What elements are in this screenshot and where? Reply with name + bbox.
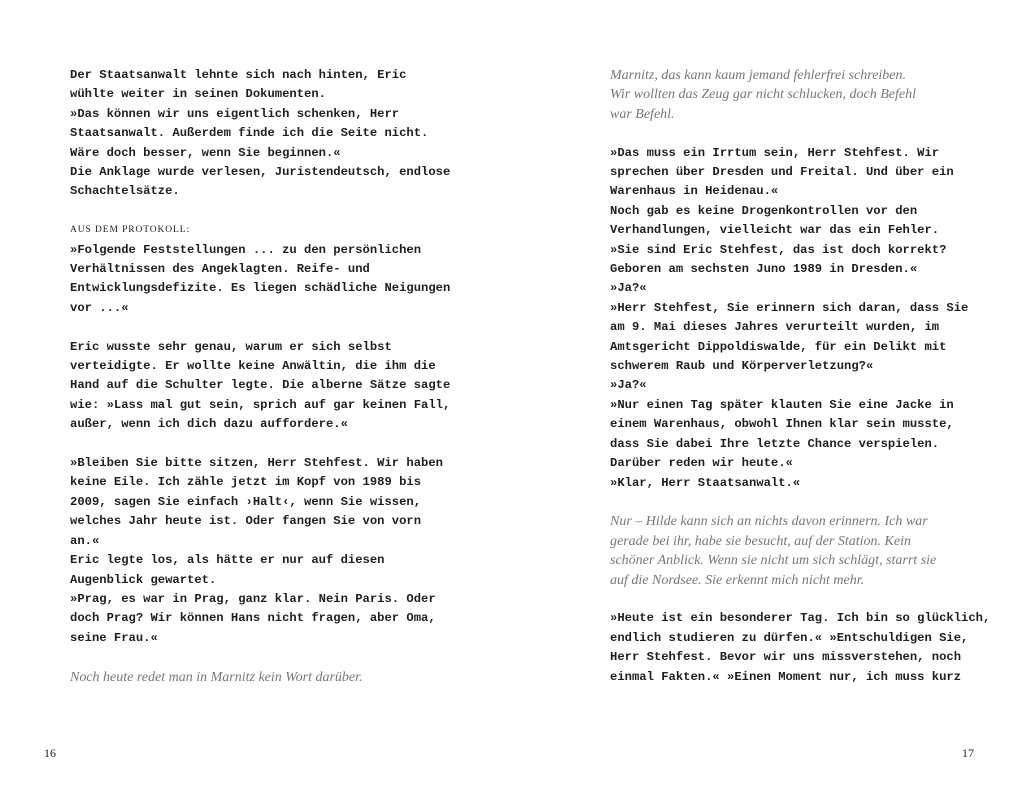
paragraph-gap — [70, 318, 450, 337]
text-line: »Folgende Feststellungen ... zu den persönlichen — [70, 242, 422, 257]
text-line: Warenhaus in Heidenau.« — [610, 184, 779, 199]
text-line: Augenblick gewartet. — [70, 572, 217, 587]
text-line: einmal Fakten.« »Einen Moment nur, ich muss kurz — [610, 669, 962, 684]
right-italic-passage-2 — [610, 512, 1000, 590]
protocol-heading: AUS DEM PROTOKOLL: — [70, 225, 191, 236]
text-line: Herr Stehfest. Bevor wir uns missverstehen, noch — [610, 650, 962, 665]
left-paragraph-2 — [70, 338, 450, 435]
text-line: Der Staatsanwalt lehnte sich nach hinten, Eric — [70, 68, 407, 82]
text-line: Marnitz, das kann kaum jemand fehlerfrei schreiben. — [610, 68, 907, 83]
text-line: »Das können wir uns eigentlich schenken, Herr — [70, 106, 400, 121]
text-line: Noch gab es keine Drogenkontrollen vor den — [610, 203, 918, 218]
text-line: dass Sie dabei Ihre letzte Chance verspielen. — [610, 436, 940, 451]
text-line: vor ...« — [70, 300, 129, 315]
text-line: welches Jahr heute ist. Oder fangen Sie von vorn — [70, 514, 422, 529]
paragraph-gap — [610, 124, 1000, 143]
text-line: Amtsgericht Dippoldiswalde, für ein Delikt mit — [610, 339, 947, 354]
text-line: Verhandlungen, vielleicht war das ein Fehler. — [610, 223, 940, 238]
right-text-column — [610, 66, 1000, 687]
right-page — [510, 0, 1020, 794]
text-line: sprechen über Dresden und Freital. Und über ein — [610, 165, 954, 180]
text-line: an.« — [70, 533, 100, 548]
text-line: »Ja?« — [610, 281, 647, 296]
text-line: keine Eile. Ich zähle jetzt im Kopf von 1989 bis — [70, 475, 422, 490]
paragraph-gap — [610, 493, 1000, 512]
text-line: »Nur einen Tag später klauten Sie eine Jacke in — [610, 397, 954, 412]
text-line: »Herr Stehfest, Sie erinnern sich daran, dass Sie — [610, 300, 969, 315]
text-line: verteidigte. Er wollte keine Anwältin, die ihm die — [70, 359, 436, 374]
paragraph-gap — [70, 648, 450, 667]
text-line: Nur – Hilde kann sich an nichts davon erinnern. Ich war — [610, 514, 928, 530]
left-paragraph-3 — [70, 454, 450, 648]
text-line: schwerem Raub und Körperverletzung?« — [610, 359, 874, 374]
text-line: Darüber reden wir heute.« — [610, 456, 793, 471]
text-line: doch Prag? Wir können Hans nicht fragen, aber Oma, — [70, 611, 436, 626]
page-number-right: 17 — [962, 746, 974, 760]
text-line: Entwicklungsdefizite. Es liegen schädliche Neigungen — [70, 281, 451, 296]
protocol-excerpt — [70, 241, 450, 319]
text-line: Eric wusste sehr genau, warum er sich selbst — [70, 339, 392, 354]
right-paragraph-2 — [610, 609, 1000, 687]
left-italic-passage — [70, 668, 450, 687]
text-line: Hand auf die Schulter legte. Die alberne Sätze sagte — [70, 378, 451, 393]
text-line: auf die Nordsee. Sie erkennt mich nicht mehr. — [610, 572, 865, 588]
text-line: schöner Anblick. Wenn sie nicht um sich schlägt, starrt sie — [610, 553, 937, 569]
text-line: gerade bei ihr, habe sie besucht, auf der Station. Kein — [610, 533, 911, 549]
text-line: Geboren am sechsten Juno 1989 in Dresden.« — [610, 262, 918, 277]
page-number-left: 16 — [44, 746, 56, 760]
text-line: »Bleiben Sie bitte sitzen, Herr Stehfest. Wir haben — [70, 456, 443, 471]
paragraph-gap — [610, 590, 1000, 609]
text-line: Noch heute redet man in Marnitz kein Wort darüber. — [70, 669, 363, 685]
text-line: »Das muss ein Irrtum sein, Herr Stehfest. Wir — [610, 145, 940, 160]
text-line: am 9. Mai dieses Jahres verurteilt wurden, im — [610, 320, 940, 335]
text-line: Staatsanwalt. Außerdem finde ich die Seite nicht. — [70, 126, 429, 141]
text-line: 2009, sagen Sie einfach ›Halt‹, wenn Sie wissen, — [70, 494, 422, 509]
text-line: »Ja?« — [610, 378, 647, 393]
paragraph-gap — [70, 435, 450, 454]
text-line: einem Warenhaus, obwohl Ihnen klar sein musste, — [610, 417, 954, 432]
text-line: »Klar, Herr Staatsanwalt.« — [610, 475, 801, 490]
text-line: wühlte weiter in seinen Dokumenten. — [70, 87, 326, 102]
text-line: außer, wenn ich dich dazu auffordere.« — [70, 417, 348, 432]
text-line: Verhältnissen des Angeklagten. Reife- und — [70, 262, 370, 277]
text-line: »Heute ist ein besonderer Tag. Ich bin so glücklich, — [610, 611, 991, 626]
right-paragraph-1 — [610, 144, 1000, 493]
left-text-column — [70, 66, 450, 687]
text-line: Wir wollten das Zeug gar nicht schlucken, doch Befehl — [610, 87, 917, 103]
left-paragraph-1 — [70, 66, 450, 202]
text-line: endlich studieren zu dürfen.« »Entschuldigen Sie, — [610, 630, 969, 645]
text-line: Wäre doch besser, wenn Sie beginnen.« — [70, 145, 341, 160]
right-italic-passage-1 — [610, 66, 1000, 124]
text-line: seine Frau.« — [70, 630, 158, 645]
text-line: Die Anklage wurde verlesen, Juristendeutsch, endlose — [70, 165, 451, 180]
text-line: Schachtelsätze. — [70, 184, 180, 199]
paragraph-gap — [70, 202, 450, 221]
text-line: »Prag, es war in Prag, ganz klar. Nein Paris. Oder — [70, 591, 436, 606]
text-line: Eric legte los, als hätte er nur auf diesen — [70, 553, 385, 568]
text-line: »Sie sind Eric Stehfest, das ist doch korrekt? — [610, 242, 947, 257]
text-line: war Befehl. — [610, 106, 675, 122]
text-line: wie: »Lass mal gut sein, sprich auf gar keinen Fall, — [70, 397, 451, 412]
